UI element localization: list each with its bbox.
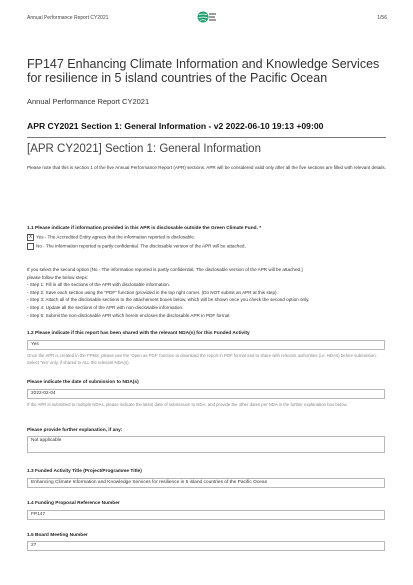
reference-number-field[interactable]: FP147 xyxy=(27,510,385,520)
checkbox-unchecked-icon[interactable] xyxy=(27,243,34,250)
submission-date-field[interactable]: 2022-02-04 xyxy=(27,389,385,399)
checkbox-checked-icon[interactable]: X xyxy=(28,235,33,240)
activity-title-field[interactable]: Enhancing Climate Information and Knowledge Services for resilience in 5 island countries of the Pacific Ocean xyxy=(27,478,385,488)
nda-shared-field[interactable]: Yes xyxy=(27,340,385,350)
q1-2-label: 1.2 Please indicate if this report has been shared with the relevant NDA(s) for this Funded Activity xyxy=(27,331,250,336)
option-text: Yes - The Accredited Entity agrees that the information reported is disclosable. xyxy=(36,234,196,240)
instruction-line: - Step 5: Submit the non-disclosable APR which herein encloses the disclosable APR in PDF format xyxy=(27,312,230,318)
q1-2-help: Once the APR is created in the FPMS, please use the 'Open as PDF' function to download the report in PDF format and to share with relevant authorities (i.e. NDAs) before submission. Select 'Yes' only, if shared to ALL the relevant NDA(s). xyxy=(27,353,377,365)
q1-5-label: 1.5 Board Meeting Number xyxy=(27,533,88,538)
q1-3-label: 1.3 Funded Activity Title (Project/Programme Title) xyxy=(27,469,142,474)
q1-1-option-yes[interactable] xyxy=(27,234,195,241)
option-text: No - The information reported is partly confidential. The disclosable version of the APR will be attached. xyxy=(36,243,246,249)
board-meeting-field[interactable]: 27 xyxy=(27,541,385,551)
further-explanation-label: Please provide further explanation, if any: xyxy=(27,428,123,433)
q1-1-option-no[interactable] xyxy=(27,243,246,250)
instruction-line: If you select the second option [No - The information reported is partly confidential. The disclosable version of the APR will be attached.] xyxy=(27,267,303,272)
instruction-line: - Step 4: Update all the sections of the APR with non-disclosable information. xyxy=(27,304,184,310)
document-title: FP147 Enhancing Climate Information and Knowledge Services for resilience in 5 island countries of the Pacific Ocean xyxy=(27,57,380,85)
heading-divider xyxy=(27,137,386,138)
header-doc-title: Annual Performance Report CY2021 xyxy=(27,15,109,21)
q1-4-label: 1.4 Funding Proposal Reference Number xyxy=(27,501,120,506)
instruction-line: - Step 1: Fill in all the sections of the APR with disclosable information. xyxy=(27,282,170,288)
instruction-line: please follow the below steps: xyxy=(27,274,89,280)
green-climate-fund-logo-icon xyxy=(195,10,217,24)
section-subheading: [APR CY2021] Section 1: General Information xyxy=(27,143,261,155)
further-explanation-field[interactable]: Not applicable xyxy=(27,436,385,453)
section-note: Please note that this is section 1 of the five Annual Performance Report (APR) sections. APR will be considered valid only after all the five sections are filled with relevant details. xyxy=(27,165,387,170)
section-heading: APR CY2021 Section 1: General Information - v2 2022-06-10 19:13 +09:00 xyxy=(27,121,324,131)
page-number: 1/56 xyxy=(377,15,387,21)
submission-date-label: Please indicate the date of submission to NDA(s) xyxy=(27,380,139,385)
disclosure-instructions xyxy=(27,266,387,319)
submission-date-help: If the APR is submitted to multiple NDAs, please indicate the latest date of submission to NDA, and provide the other dates per NDA in the further explanation box below. xyxy=(27,402,348,407)
instruction-line: - Step 3: Attach all of the disclosable sections to the attachement boxes below, which will be shown once you check the second option only. xyxy=(27,297,310,303)
document-subtitle: Annual Performance Report CY2021 xyxy=(27,97,150,106)
q1-1-label: 1.1 Please indicate if information provided in this APR is disclosable outside the Green Climate Fund. * xyxy=(27,226,262,231)
instruction-line: - Step 2: Save each section using the "PDF" function (provided in the top right corner. (Do NOT submit an APR at this step). xyxy=(27,289,278,295)
